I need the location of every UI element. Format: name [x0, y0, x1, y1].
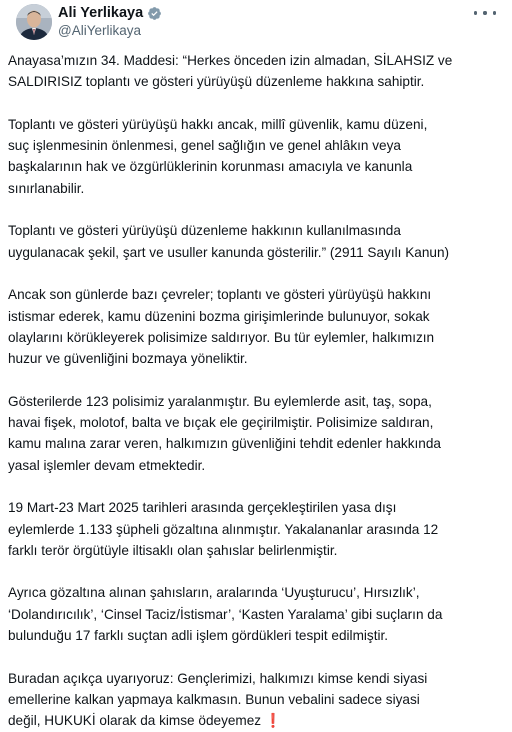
post-text-line: 19 Mart-23 Mart 2025 tarihleri arasında gerçekleştirilen yasa dışı: [8, 500, 397, 516]
post-text-line: emellerine kalkan yapmaya kalkmasın. Bunun vebalini sadece siyasi: [8, 691, 420, 707]
post-text-line: kamu malına zarar veren, halkımızın güvenliğini tehdit edenler hakkında: [8, 436, 441, 452]
post-text-line: Buradan açıkça uyarıyoruz: Gençlerimizi, halkımızı kimse kendi siyasi: [8, 670, 428, 686]
post-text-line: olaylarını körükleyerek polisimize saldırıyor. Bu tür eylemler, halkımızın: [8, 329, 435, 345]
post-text-line: havai fişek, molotof, balta ve bıçak ele geçirilmiştir. Polisimize saldıran,: [8, 415, 434, 431]
post-text-line: Ayrıca gözaltına alınan şahısların, aralarında ‘Uyuşturucu’, Hırsızlık’,: [8, 585, 420, 601]
post-text-line: başkalarının hak ve özgürlüklerinin korunması amacıyla ve kanunla: [8, 159, 413, 175]
post-header: [8, 0, 502, 48]
post-text-line: uygulanacak şekil, şart ve usuller kanunda gösterilir.” (2911 Sayılı Kanun): [8, 244, 450, 260]
post-text-line: Gösterilerde 123 polisimiz yaralanmıştır. Bu eylemlerde asit, taş, sopa,: [8, 393, 432, 409]
post-body: [8, 50, 498, 732]
post-paragraph: [8, 668, 498, 732]
post-text-line: farklı terör örgütüyle iltisaklı olan şahıslar belirlenmiştir.: [8, 542, 338, 558]
post-text-line: Toplantı ve gösteri yürüyüşü hakkı ancak, millî güvenlik, kamu düzeni,: [8, 116, 428, 132]
post-text-line: Anayasa’mızın 34. Maddesi: “Herkes önceden izin almadan, SİLAHSIZ ve: [8, 53, 453, 68]
author-names: [58, 4, 162, 38]
post-text-line: Toplantı ve gösteri yürüyüşü düzenleme hakkının kullanılmasında: [8, 223, 401, 239]
post-paragraph: [8, 50, 498, 93]
post-text-line: suç işlenmesinin önlenmesi, genel sağlığın ve genel ahlâkın veya: [8, 138, 401, 154]
post-paragraph: [8, 220, 498, 263]
post-text-line: eylemlerde 1.133 şüpheli gözaltına alınmıştır. Yakalananlar arasında 12: [8, 521, 439, 537]
post-paragraph: [8, 284, 498, 369]
post-text-line: bulunduğu 17 farklı suçtan adli işlem gördükleri tespit edilmiştir.: [8, 628, 389, 644]
post-text-line: huzur ve güvenliğini bozmaya yöneliktir.: [8, 351, 248, 367]
post-text-line: yasal işlemler devam etmektedir.: [8, 457, 206, 473]
post-text-line: sınırlanabilir.: [8, 180, 85, 196]
author-handle[interactable]: @AliYerlikaya: [58, 23, 141, 38]
post-text-segment: değil, HUKUKİ olarak da kimse ödeyemez: [8, 713, 262, 729]
profile-photo-icon: [16, 4, 52, 40]
post-paragraph: [8, 114, 498, 199]
exclamation-emoji-icon: ❗: [264, 713, 282, 729]
post-text-line: SALDIRISIZ toplantı ve gösteri yürüyüşü düzenleme hakkına sahiptir.: [8, 74, 425, 90]
author-display-name[interactable]: Ali Yerlikaya: [58, 5, 144, 21]
post-text-line: istismar ederek, kamu düzenini bozma girişimlerinde bulunuyor, sokak: [8, 308, 430, 324]
post-text-line: [8, 710, 498, 731]
post-paragraph: [8, 497, 498, 561]
post-paragraph: [8, 582, 498, 646]
post-text-line: Ancak son günlerde bazı çevreler; toplantı ve gösteri yürüyüşü hakkını: [8, 287, 432, 303]
post-paragraph: [8, 391, 498, 476]
ellipsis-icon[interactable]: [474, 4, 496, 22]
avatar[interactable]: [16, 4, 52, 40]
post-text-line: ‘Dolandırıcılık’, ‘Cinsel Taciz/İstismar’, ‘Kasten Yaralama’ gibi suçların da: [8, 606, 443, 622]
verified-badge-icon: [147, 6, 162, 21]
